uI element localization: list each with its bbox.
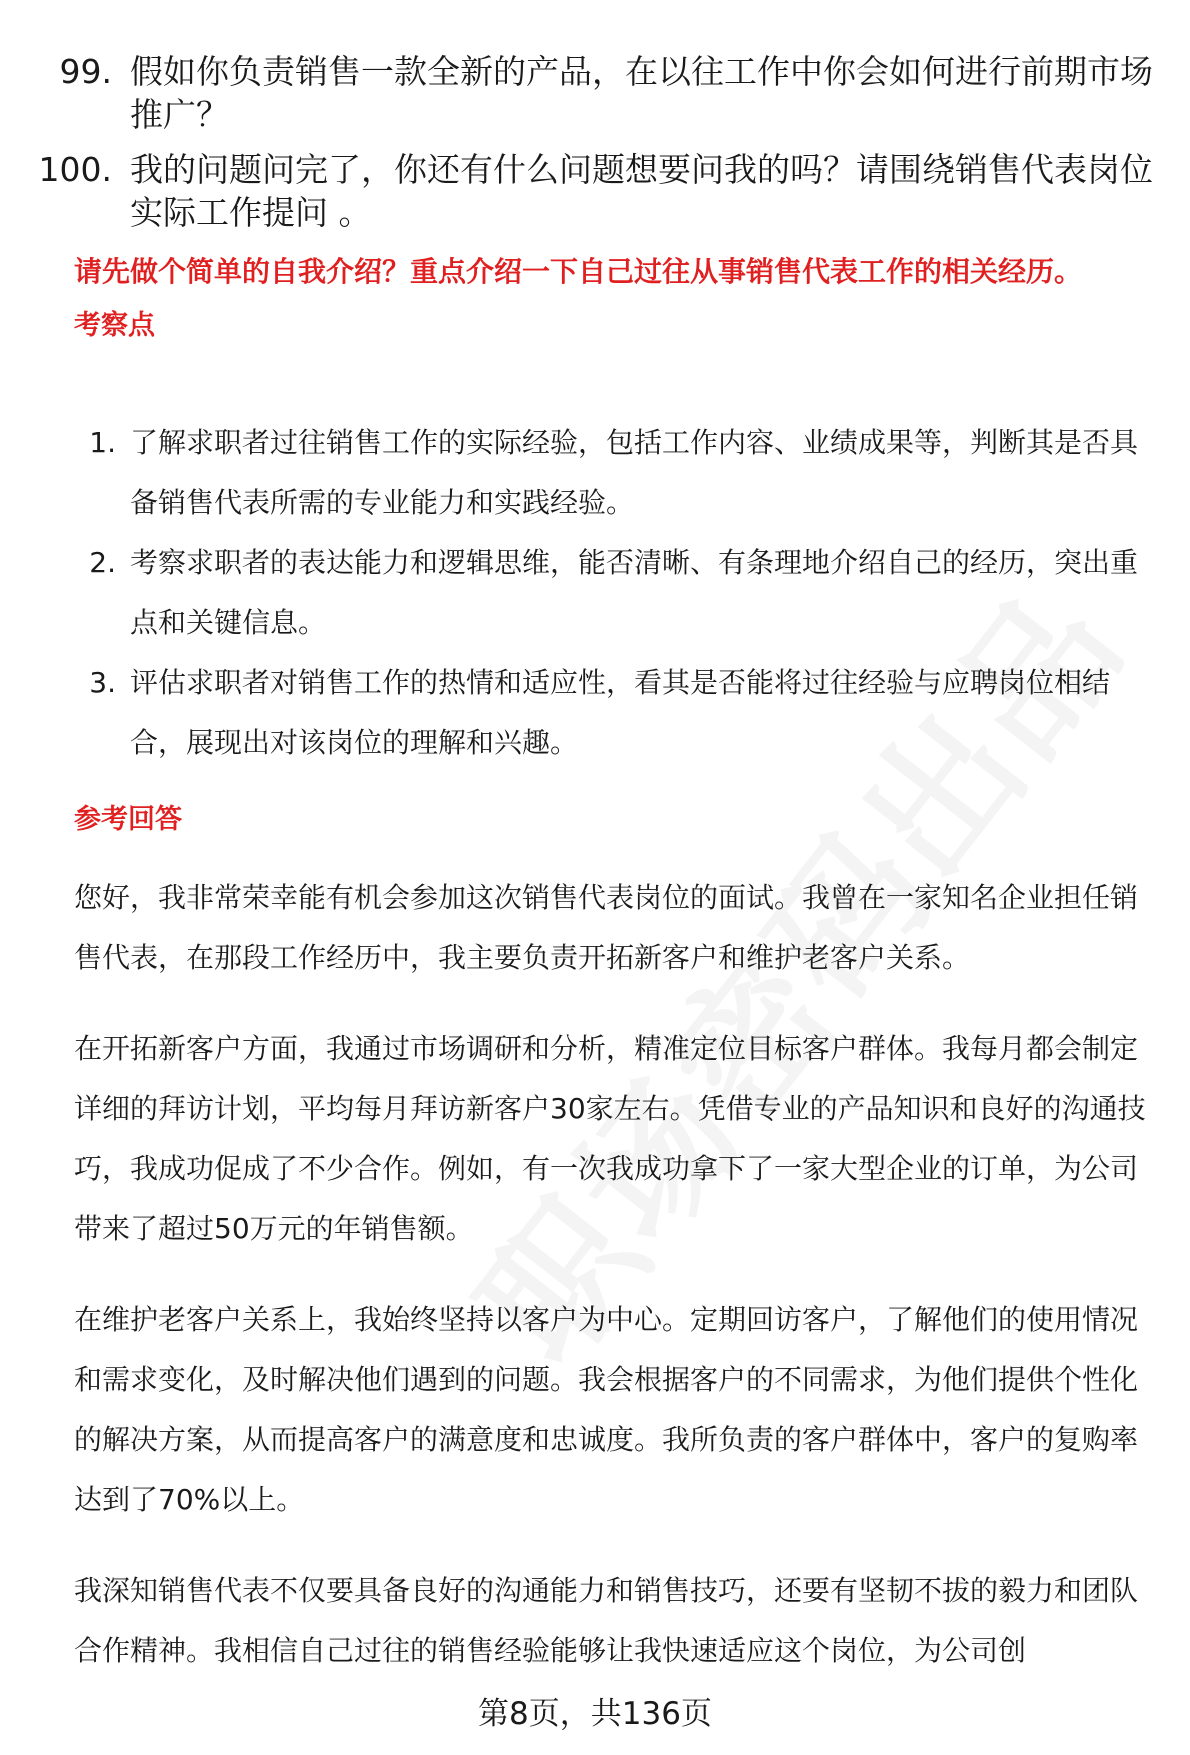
question-number: 99. — [59, 52, 112, 91]
answer-body — [74, 868, 1164, 1712]
answer-heading: 参考回答 — [74, 804, 182, 835]
focus-point-number: 2. — [89, 546, 116, 579]
focus-point-text: 评估求职者对销售工作的热情和适应性，看其是否能将过往经验与应聘岗位相结合，展现出对该岗位的理解和兴趣。 — [130, 666, 1111, 759]
focus-point — [74, 653, 1164, 773]
question-number: 100. — [38, 150, 112, 189]
question-text: 我的问题问完了，你还有什么问题想要问我的吗？请围绕销售代表岗位实际工作提问 。 — [130, 150, 1153, 232]
question-text: 假如你负责销售一款全新的产品，在以往工作中你会如何进行前期市场推广？ — [130, 52, 1153, 134]
answer-paragraph: 在维护老客户关系上，我始终坚持以客户为中心。定期回访客户，了解他们的使用情况和需求变化，及时解决他们遇到的问题。我会根据客户的不同需求，为他们提供个性化的解决方案，从而提高客户的满意度和忠诚度。我所负责的客户群体中，客户的复购率达到了70%以上。 — [74, 1303, 1139, 1516]
answer-paragraph: 您好，我非常荣幸能有机会参加这次销售代表岗位的面试。我曾在一家知名企业担任销售代表，在那段工作经历中，我主要负责开拓新客户和维护老客户关系。 — [74, 881, 1139, 974]
question-item — [36, 148, 1156, 234]
focus-point — [74, 533, 1164, 653]
focus-point-number: 3. — [89, 666, 116, 699]
focus-points-list — [74, 413, 1164, 773]
section-title: 请先做个简单的自我介绍？重点介绍一下自己过往从事销售代表工作的相关经历。 — [74, 255, 1083, 288]
question-list — [36, 50, 1156, 246]
focus-point-text: 了解求职者过往销售工作的实际经验，包括工作内容、业绩成果等，判断其是否具备销售代表所需的专业能力和实践经验。 — [130, 426, 1139, 519]
focus-point — [74, 413, 1164, 533]
focus-point-number: 1. — [89, 426, 116, 459]
focus-point-text: 考察求职者的表达能力和逻辑思维，能否清晰、有条理地介绍自己的经历，突出重点和关键信息。 — [130, 546, 1139, 639]
focus-heading: 考察点 — [74, 310, 155, 341]
answer-paragraph: 在开拓新客户方面，我通过市场调研和分析，精准定位目标客户群体。我每月都会制定详细的拜访计划，平均每月拜访新客户30家左右。凭借专业的产品知识和良好的沟通技巧，我成功促成了不少合作。例如，有一次我成功拿下了一家大型企业的订单，为公司带来了超过50万元的年销售额。 — [74, 1032, 1146, 1245]
page-number: 第8页，共136页 — [478, 1696, 712, 1732]
answer-paragraph: 我深知销售代表不仅要具备良好的沟通能力和销售技巧，还要有坚韧不拔的毅力和团队合作精神。我相信自己过往的销售经验能够让我快速适应这个岗位，为公司创 — [74, 1574, 1139, 1667]
question-item — [36, 50, 1156, 136]
